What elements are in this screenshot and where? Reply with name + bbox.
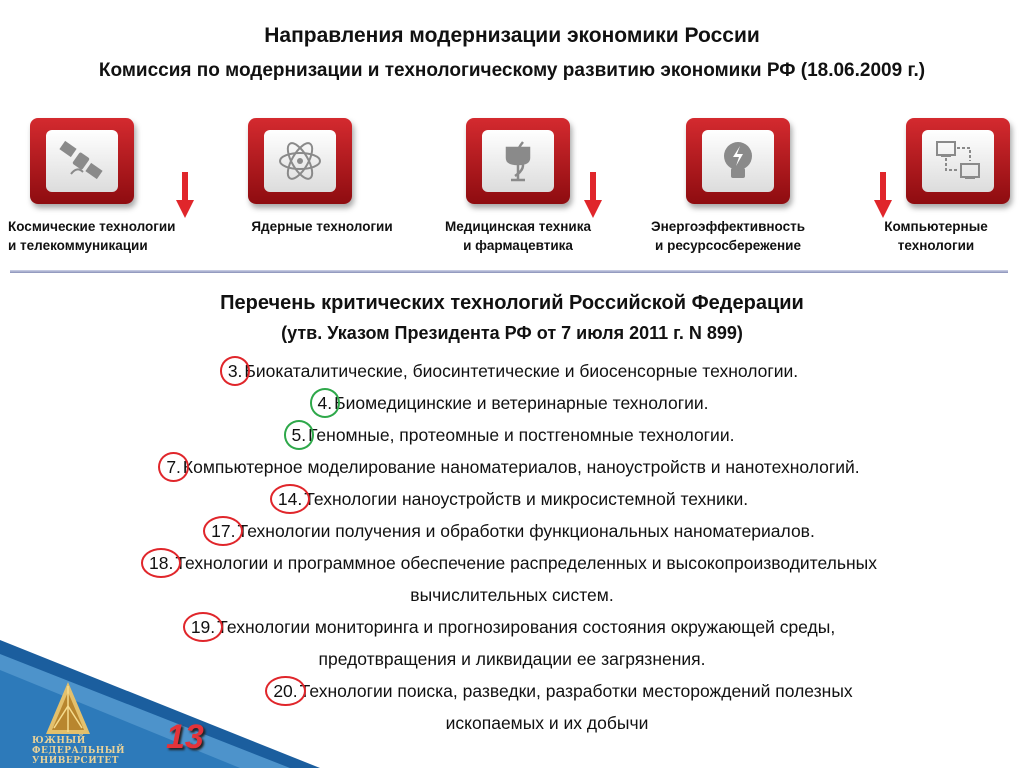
medical-caduceus-icon	[493, 138, 543, 184]
item-number: 4.	[316, 387, 335, 419]
tile-nuclear	[248, 118, 352, 204]
tile-computers	[906, 118, 1010, 204]
tile-energy	[686, 118, 790, 204]
label-computers: Компьютерные технологии	[884, 219, 988, 253]
list-item: 18. Технологии и программное обеспечение распределенных и высокопроизводительных	[0, 547, 1024, 579]
critical-subtitle: (утв. Указом Президента РФ от 7 июля 2011 г. N 899)	[281, 323, 743, 343]
item-number: 7.	[164, 451, 183, 483]
atom-icon	[275, 138, 325, 184]
list-item-continuation: вычислительных систем.	[410, 585, 614, 605]
tile-medical	[466, 118, 570, 204]
direction-labels	[0, 217, 1024, 257]
arrow-down-icon	[176, 172, 194, 218]
item-number: 18.	[147, 547, 175, 579]
item-number: 19.	[189, 611, 217, 643]
arrow-down-icon	[584, 172, 602, 218]
label-medical: Медицинская техника и фармацевтика	[445, 219, 591, 253]
list-item: 4. Биомедицинские и ветеринарные технологии.	[0, 387, 1024, 419]
lightbulb-icon	[713, 138, 763, 184]
list-item-continuation: ископаемых и их добычи	[445, 713, 649, 733]
list-item-continuation: предотвращения и ликвидации ее загрязнения.	[318, 649, 706, 669]
item-number: 20.	[271, 675, 299, 707]
item-number: 3.	[226, 355, 245, 387]
label-energy: Энергоэффективность и ресурсосбережение	[650, 219, 806, 253]
computer-network-icon	[933, 138, 983, 184]
list-item: 3. Биокаталитические, биосинтетические и биосенсорные технологии.	[0, 355, 1024, 387]
list-item: 5. Геномные, протеомные и постгеномные технологии.	[0, 419, 1024, 451]
item-number: 17.	[209, 515, 237, 547]
section-divider	[10, 270, 1008, 273]
slide-number: 13	[166, 718, 204, 756]
list-item: 7. Компьютерное моделирование наноматериалов, наноустройств и нанотехнологий.	[0, 451, 1024, 483]
tile-space	[30, 118, 134, 204]
critical-title: Перечень критических технологий Российской Федерации	[220, 292, 804, 314]
item-number: 14.	[276, 483, 304, 515]
list-item: 17. Технологии получения и обработки функциональных наноматериалов.	[0, 515, 1024, 547]
directions-row	[0, 118, 1024, 218]
page-title: Направления модернизации экономики России	[264, 24, 760, 47]
item-number: 5.	[290, 419, 309, 451]
list-item: 20. Технологии поиска, разведки, разработки месторождений полезных	[0, 675, 1024, 707]
satellite-icon	[57, 138, 107, 184]
label-nuclear: Ядерные технологии	[251, 219, 393, 234]
arrow-down-icon	[874, 172, 892, 218]
page-subtitle: Комиссия по модернизации и технологическому развитию экономики РФ (18.06.2009 г.)	[98, 60, 926, 81]
university-name: ЮЖНЫЙ ФЕДЕРАЛЬНЫЙ УНИВЕРСИТЕТ	[32, 736, 126, 766]
list-item: 14. Технологии наноустройств и микросистемной техники.	[0, 483, 1024, 515]
label-space: Космические технологии и телекоммуникации	[8, 219, 176, 253]
list-item: 19. Технологии мониторинга и прогнозирования состояния окружающей среды,	[0, 611, 1024, 643]
